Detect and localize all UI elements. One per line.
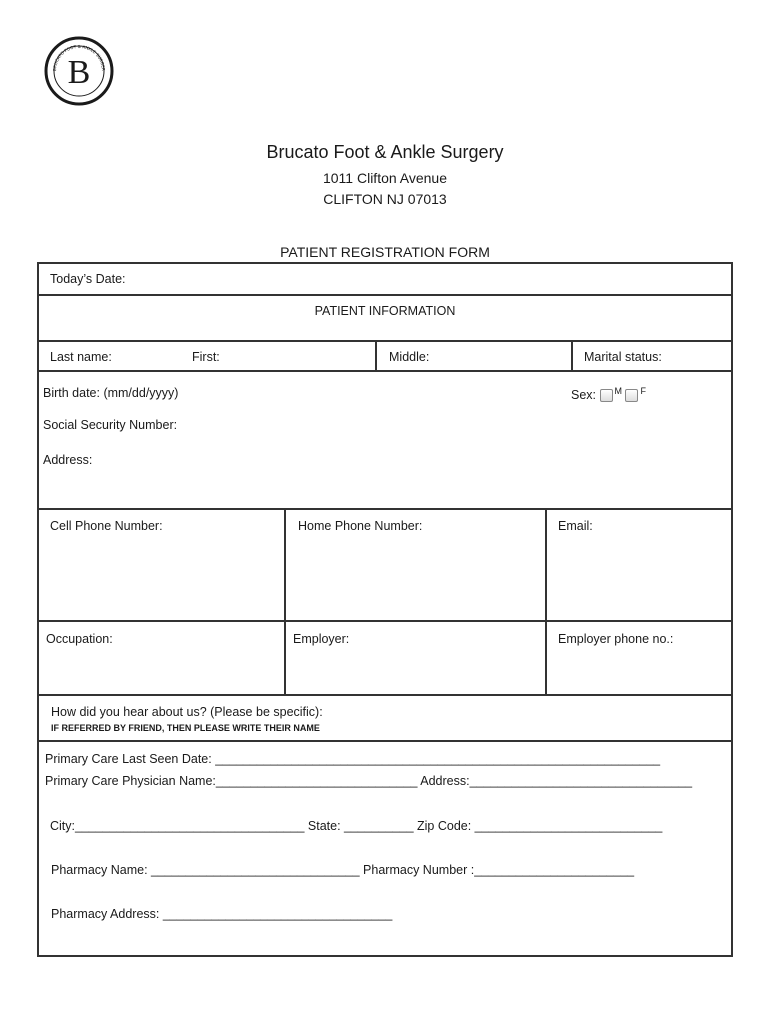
- cell-phone-field[interactable]: Cell Phone Number:: [50, 519, 163, 533]
- sex-group: [571, 386, 646, 402]
- address-field[interactable]: Address:: [43, 453, 93, 467]
- employer-field[interactable]: Employer:: [293, 632, 350, 646]
- section-title: PATIENT INFORMATION: [314, 304, 456, 318]
- city-state-zip-field[interactable]: City:_________________________________ State: __________ Zip Code: ___________________________: [50, 819, 663, 833]
- birth-date-field[interactable]: Birth date: (mm/dd/yyyy): [43, 386, 179, 400]
- address-line-1: 1011 Clifton Avenue: [322, 170, 448, 186]
- sex-m-label: M: [614, 386, 622, 396]
- divider: [37, 620, 732, 622]
- divider: [37, 370, 732, 372]
- divider: [37, 294, 732, 296]
- practice-logo: [44, 36, 114, 106]
- sex-f-label: F: [640, 386, 646, 396]
- form-right-border: [731, 262, 733, 956]
- employer-phone-field[interactable]: Employer phone no.:: [558, 632, 674, 646]
- ssn-field[interactable]: Social Security Number:: [43, 418, 178, 432]
- divider: [37, 694, 732, 696]
- todays-date-field[interactable]: Today’s Date:: [50, 272, 126, 286]
- divider-vertical: [284, 508, 286, 694]
- divider: [37, 740, 732, 742]
- pharmacy-field[interactable]: Pharmacy Name: ______________________________ Pharmacy Number :_______________________: [51, 863, 635, 877]
- form-title: PATIENT REGISTRATION FORM: [280, 244, 490, 260]
- divider-vertical: [545, 508, 547, 694]
- form-top-border: [37, 262, 732, 264]
- pharmacy-address-field[interactable]: Pharmacy Address: _________________________________: [51, 907, 393, 921]
- logo-letter: B: [67, 54, 91, 91]
- referred-note: IF REFERRED BY FRIEND, THEN PLEASE WRITE THEIR NAME: [51, 723, 320, 733]
- last-name-field[interactable]: Last name:: [50, 350, 112, 364]
- divider-vertical: [571, 340, 573, 370]
- occupation-field[interactable]: Occupation:: [46, 632, 113, 646]
- form-bottom-border: [37, 955, 733, 957]
- marital-status-field[interactable]: Marital status:: [584, 350, 662, 364]
- address-line-2: CLIFTON NJ 07013: [323, 191, 447, 207]
- sex-m-checkbox[interactable]: [600, 389, 613, 402]
- pcp-name-field[interactable]: Primary Care Physician Name:_____________________________ Address:________________________________: [45, 774, 693, 788]
- divider: [37, 508, 732, 510]
- divider: [37, 340, 732, 342]
- email-field[interactable]: Email:: [558, 519, 593, 533]
- middle-name-field[interactable]: Middle:: [389, 350, 430, 364]
- hear-about-field[interactable]: How did you hear about us? (Please be specific):: [51, 705, 323, 719]
- svg-text:BRUCATO FOOT & ANKLE SURGERY: BRUCATO FOOT & ANKLE SURGER: [51, 43, 107, 72]
- form-left-border: [37, 262, 39, 956]
- divider-vertical: [375, 340, 377, 370]
- sex-label: Sex:: [571, 388, 597, 403]
- pcp-last-seen-field[interactable]: Primary Care Last Seen Date: ________________________________________________________________: [45, 752, 661, 766]
- home-phone-field[interactable]: Home Phone Number:: [298, 519, 423, 533]
- first-name-field[interactable]: First:: [192, 350, 220, 364]
- practice-name: Brucato Foot & Ankle Surgery: [266, 142, 504, 162]
- sex-f-checkbox[interactable]: [625, 389, 638, 402]
